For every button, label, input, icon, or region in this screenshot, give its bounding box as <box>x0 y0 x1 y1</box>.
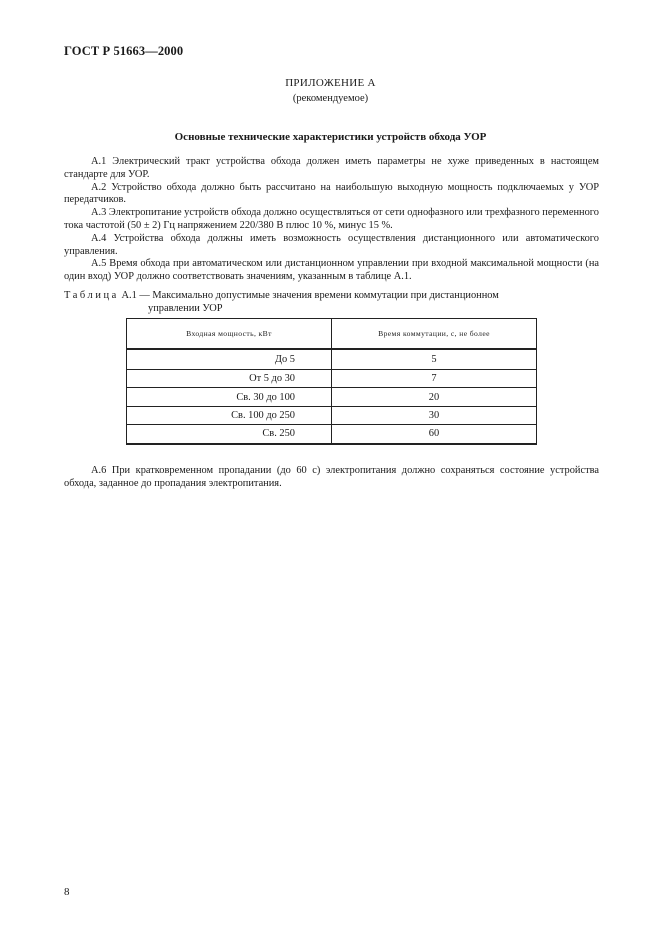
table-row <box>127 425 537 444</box>
paragraph-a3: А.3 Электропитание устройств обхода должно осуществляться от сети однофазного или трехфазного переменного тока частотой (50 ± 2) Гц напряжением 220/380 В плюс 10 %, минус 15 %. <box>64 207 599 231</box>
cell-power: Св. 30 до 100 <box>127 388 332 406</box>
body-text-after-table <box>64 465 599 491</box>
table-caption-label: Таблица <box>64 290 119 301</box>
table-row <box>127 370 537 388</box>
cell-power: Св. 100 до 250 <box>127 406 332 424</box>
document-header: ГОСТ Р 51663—2000 <box>64 44 184 58</box>
cell-time: 7 <box>332 370 537 388</box>
cell-time: 60 <box>332 425 537 444</box>
table-caption <box>64 290 604 315</box>
paragraph-a1: А.1 Электрический тракт устройства обхода должен иметь параметры не хуже приведенных в настоящем стандарте для УОР. <box>64 156 599 180</box>
cell-power: До 5 <box>127 349 332 370</box>
paragraph-a5: А.5 Время обхода при автоматическом или дистанционном управлении при входной максимальной мощности (на один вход) УОР должно соответствовать значениям, указанным в таблице А.1. <box>64 258 599 283</box>
table-header-row <box>127 319 537 350</box>
table-caption-line1: А.1 — Максимально допустимые значения времени коммутации при дистанционном <box>121 290 499 301</box>
table-row <box>127 406 537 424</box>
header-switching-time: Время коммутации, с, не более <box>332 319 537 350</box>
appendix-subtitle: (рекомендуемое) <box>292 93 369 104</box>
body-text <box>64 156 599 284</box>
section-title: Основные технические характеристики устройств обхода УОР <box>174 131 487 143</box>
cell-power: От 5 до 30 <box>127 370 332 388</box>
cell-time: 20 <box>332 388 537 406</box>
table-row <box>127 349 537 370</box>
appendix-title: ПРИЛОЖЕНИЕ А <box>285 77 376 89</box>
paragraph-a6: А.6 При кратковременном пропадании (до 60 с) электропитания должно сохраняться состояние устройства обхода, заданное до пропадания электропитания. <box>64 465 599 489</box>
cell-time: 30 <box>332 406 537 424</box>
cell-power: Св. 250 <box>127 425 332 444</box>
header-input-power: Входная мощность, кВт <box>127 319 332 350</box>
page-number: 8 <box>64 886 70 898</box>
switching-time-table <box>126 318 537 445</box>
paragraph-a2: А.2 Устройство обхода должно быть рассчитано на наибольшую выходную мощность подключаемых у УОР передатчиков. <box>64 181 599 206</box>
table-caption-line2: управлении УОР <box>148 302 223 314</box>
table-row <box>127 388 537 406</box>
paragraph-a4: А.4 Устройства обхода должны иметь возможность осуществления дистанционного или автоматического управления. <box>64 232 599 257</box>
cell-time: 5 <box>332 349 537 370</box>
